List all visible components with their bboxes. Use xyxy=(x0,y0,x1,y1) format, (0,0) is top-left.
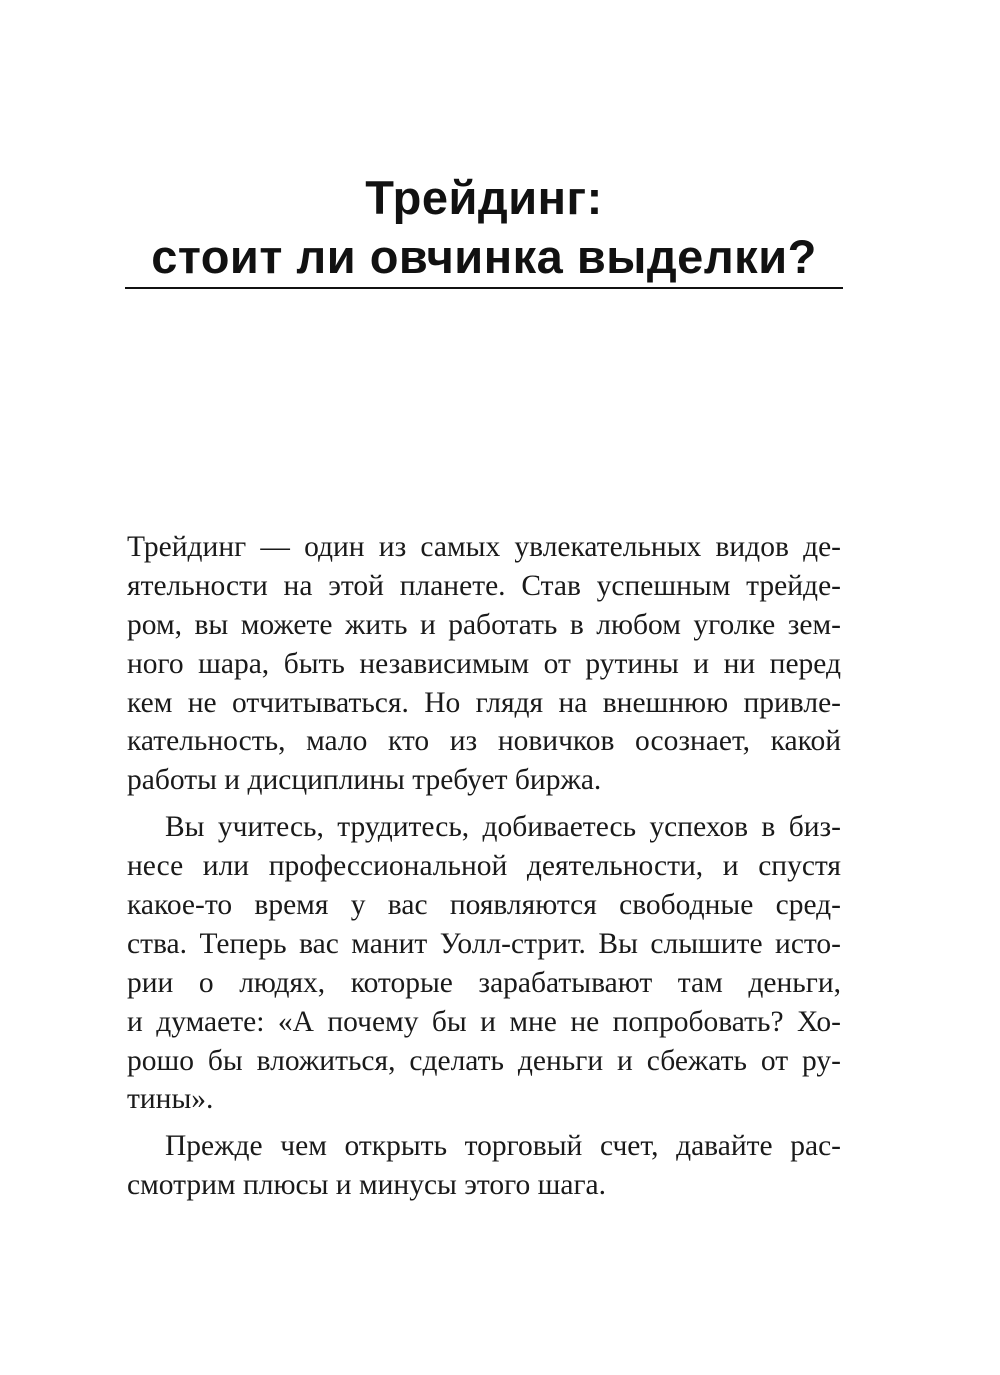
text-line: какое-то время у вас появляются свободные сред- xyxy=(127,889,841,922)
text-line: тины». xyxy=(127,1083,214,1116)
text-line: Вы учитесь, трудитесь, добиваетесь успехов в биз- xyxy=(165,811,841,844)
chapter-body xyxy=(127,528,841,1205)
text-line: ного шара, быть независимым от рутины и ни перед xyxy=(127,647,841,680)
text-line: ром, вы можете жить и работать в любом уголке зем- xyxy=(127,608,841,641)
text-line: ятельности на этой планете. Став успешным трейде- xyxy=(127,569,841,602)
chapter-title xyxy=(125,168,843,286)
text-line: Трейдинг — один из самых увлекательных видов де- xyxy=(127,531,841,563)
text-line: кем не отчитываться. Но глядя на внешнюю привле- xyxy=(127,686,841,719)
text-line: Прежде чем открыть торговый счет, давайте рас- xyxy=(165,1130,841,1163)
title-underline-rule xyxy=(125,287,843,289)
text-line: работы и дисциплины требует биржа. xyxy=(127,764,602,797)
chapter-title-line-1: Трейдинг: xyxy=(365,171,603,224)
text-line: рии о людях, которые зарабатывают там деньги, xyxy=(127,966,841,999)
paragraph-1 xyxy=(127,528,841,800)
paragraph-3 xyxy=(127,1127,841,1205)
text-line: рошо бы вложиться, сделать деньги и сбежать от ру- xyxy=(127,1044,841,1077)
text-line: смотрим плюсы и минусы этого шага. xyxy=(127,1169,607,1202)
text-line: несе или профессиональной деятельности, и спустя xyxy=(127,850,841,883)
text-line: и думаете: «А почему бы и мне не попробовать? Хо- xyxy=(127,1005,841,1038)
text-line: кательность, мало кто из новичков осознает, какой xyxy=(127,725,841,758)
paragraph-2 xyxy=(127,808,841,1119)
chapter-title-line-2: стоит ли овчинка выделки? xyxy=(151,230,817,283)
text-line: ства. Теперь вас манит Уолл-стрит. Вы слышите исто- xyxy=(127,927,841,960)
